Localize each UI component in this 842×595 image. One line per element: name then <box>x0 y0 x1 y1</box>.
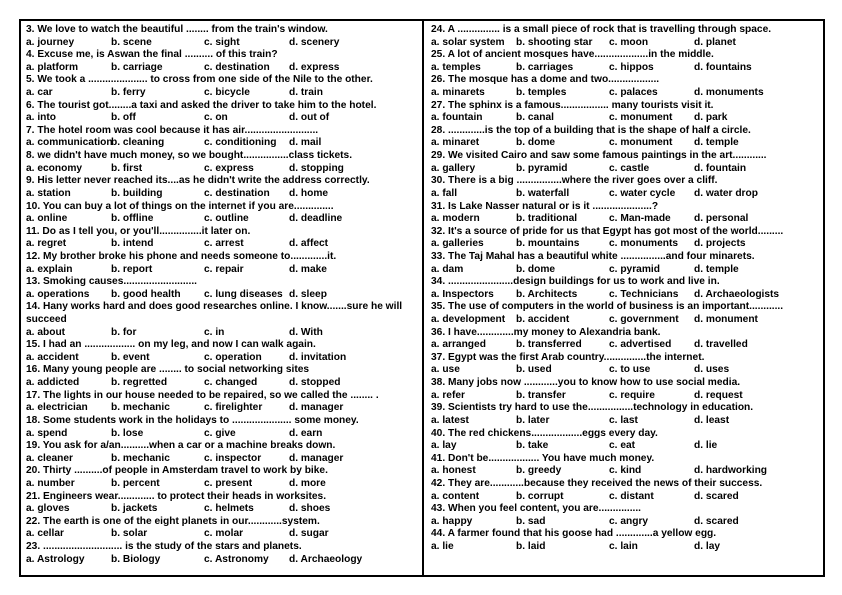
answer-option: c. inspector <box>204 452 262 464</box>
answer-option: c. advertised <box>609 339 672 351</box>
answer-option: c. repair <box>204 263 244 275</box>
answer-option: b. jackets <box>111 503 158 515</box>
answer-option: d. manager <box>289 452 344 464</box>
answer-option: a. into <box>26 112 56 124</box>
answer-options <box>26 528 418 541</box>
answer-option: c. destination <box>204 61 270 73</box>
answer-option: a. latest <box>431 414 469 426</box>
answer-option: d. water drop <box>694 187 758 199</box>
answer-options <box>26 37 418 50</box>
answer-option: d. deadline <box>289 213 343 225</box>
answer-option: b. solar <box>111 528 148 540</box>
answer-option: d. With <box>289 326 323 338</box>
answer-option: b. canal <box>516 112 554 124</box>
answer-options <box>26 453 418 466</box>
answer-option: a. development <box>431 314 506 326</box>
answer-option: d. request <box>694 389 743 401</box>
answer-option: c. water cycle <box>609 187 676 199</box>
question-text: 14. Hany works hard and does good researches online. I know.......sure he will succeed <box>26 301 403 326</box>
answer-option: b. Biology <box>111 553 161 565</box>
answer-options <box>26 264 418 277</box>
answer-options <box>431 314 823 327</box>
answer-options <box>431 339 823 352</box>
answer-option: d. sugar <box>289 528 329 540</box>
answer-option: c. in <box>204 326 225 338</box>
answer-option: d. out of <box>289 112 330 124</box>
answer-option: d. express <box>289 61 340 73</box>
answer-option: d. planet <box>694 36 736 48</box>
answer-options <box>26 554 418 567</box>
answer-option: d. projects <box>694 238 746 250</box>
answer-option: d. shoes <box>289 503 331 515</box>
answer-option: c. outline <box>204 213 249 225</box>
answer-option: d. lay <box>694 540 721 552</box>
answer-options <box>431 213 823 226</box>
answer-option: c. monuments <box>609 238 679 250</box>
answer-option: c. present <box>204 477 253 489</box>
answer-option: c. monument <box>609 137 673 149</box>
answer-option: b. cleaning <box>111 137 165 149</box>
answer-option: d. Archaeology <box>289 553 363 565</box>
answer-option: a. honest <box>431 465 476 477</box>
answer-option: c. palaces <box>609 87 658 99</box>
question-text: 29. We visited Cairo and saw some famous paintings in the art............ <box>431 150 767 162</box>
answer-option: c. operation <box>204 351 262 363</box>
answer-option: d. sleep <box>289 288 327 300</box>
answer-option: b. take <box>516 440 549 452</box>
question-text: 16. Many young people are ........ to social networking sites <box>26 364 310 376</box>
answer-options <box>431 188 823 201</box>
answer-option: d. uses <box>694 364 730 376</box>
question-text: 24. A ............... is a small piece of rock that is travelling through space. <box>431 24 772 35</box>
answer-option: b. laid <box>516 540 546 552</box>
answer-option: d. travelled <box>694 339 748 351</box>
answer-option: b. event <box>111 351 150 363</box>
answer-option: d. least <box>694 414 730 426</box>
answer-options <box>26 478 418 491</box>
answer-option: c. bicycle <box>204 87 250 99</box>
answer-option: b. scene <box>111 36 152 48</box>
answer-option: b. ferry <box>111 87 146 99</box>
question-text: 40. The red chickens..................eggs every day. <box>431 427 658 439</box>
question-text: 39. Scientists try hard to use the................technology in education. <box>431 402 754 414</box>
answer-option: c. Astronomy <box>204 553 269 565</box>
answer-options <box>431 390 823 403</box>
answer-option: b. sad <box>516 515 546 527</box>
answer-option: b. corrupt <box>516 490 564 502</box>
question-text: 18. Some students work in the holidays to ..................... some money. <box>26 414 359 426</box>
answer-option: d. stopping <box>289 162 344 174</box>
question-text: 7. The hotel room was cool because it has air.......................... <box>26 124 319 136</box>
question-text: 42. They are............because they received the news of their success. <box>431 477 763 489</box>
answer-option: c. conditioning <box>204 137 277 149</box>
answer-option: a. station <box>26 187 71 199</box>
answer-option: b. accident <box>516 314 570 326</box>
answer-option: a. explain <box>26 263 73 275</box>
answer-option: a. modern <box>431 213 480 225</box>
answer-option: c. castle <box>609 162 650 174</box>
answer-options <box>431 440 823 453</box>
answer-option: a. operations <box>26 288 90 300</box>
question-text: 8. we didn't have much money, so we bought................class tickets. <box>26 150 353 162</box>
answer-option: d. fountains <box>694 61 752 73</box>
answer-option: c. changed <box>204 377 258 389</box>
question-text: 11. Do as I tell you, or you'll...............it later on. <box>26 225 251 237</box>
answer-options <box>26 289 418 302</box>
answer-option: c. to use <box>609 364 651 376</box>
answer-option: a. electrician <box>26 402 88 414</box>
answer-option: b. pyramid <box>516 162 568 174</box>
answer-option: d. Archaeologists <box>694 288 780 300</box>
answer-option: c. helmets <box>204 503 254 515</box>
question-text: 22. The earth is one of the eight planets in our............system. <box>26 515 320 527</box>
answer-option: a. minarets <box>431 87 485 99</box>
answer-option: d. park <box>694 112 728 124</box>
question-text: 32. It's a source of pride for us that Egypt has got most of the world......... <box>431 225 784 237</box>
answer-option: b. later <box>516 414 550 426</box>
answer-option: b. good health <box>111 288 181 300</box>
answer-option: a. cleaner <box>26 452 74 464</box>
answer-option: d. monument <box>694 314 758 326</box>
question-text: 43. When you feel content, you are............... <box>431 503 642 515</box>
answer-options <box>431 112 823 125</box>
answer-option: d. personal <box>694 213 749 225</box>
question-text: 41. Don't be.................. You have much money. <box>431 452 655 464</box>
answer-options <box>431 541 823 554</box>
answer-options <box>431 516 823 529</box>
answer-options <box>26 87 418 100</box>
question-text: 30. There is a big ................where the river goes over a cliff. <box>431 175 718 187</box>
answer-options <box>26 327 418 340</box>
answer-option: b. first <box>111 162 143 174</box>
answer-option: d. manager <box>289 402 344 414</box>
question-text: 3. We love to watch the beautiful ........ from the train's window. <box>26 24 328 35</box>
answer-option: b. report <box>111 263 153 275</box>
question-text: 6. The tourist got........a taxi and asked the driver to take him to the hotel. <box>26 99 377 111</box>
answer-option: d. stopped <box>289 377 341 389</box>
answer-option: d. fountain <box>694 162 747 174</box>
answer-option: c. hippos <box>609 61 654 73</box>
answer-option: a. gallery <box>431 162 476 174</box>
answer-option: b. transfer <box>516 389 566 401</box>
answer-options <box>26 377 418 390</box>
answer-option: a. minaret <box>431 137 480 149</box>
question-text: 25. A lot of ancient mosques have...................in the middle. <box>431 49 714 61</box>
answer-option: b. regretted <box>111 377 168 389</box>
answer-option: d. train <box>289 87 323 99</box>
answer-option: d. scenery <box>289 36 340 48</box>
answer-option: c. Man-made <box>609 213 671 225</box>
answer-options <box>26 112 418 125</box>
question-text: 10. You can buy a lot of things on the internet if you are.............. <box>26 200 334 212</box>
answer-option: b. lose <box>111 427 144 439</box>
answer-option: a. number <box>26 477 75 489</box>
answer-option: d. lie <box>694 440 718 452</box>
question-text: 5. We took a ..................... to cross from one side of the Nile to the other. <box>26 74 373 86</box>
answer-option: c. monument <box>609 112 673 124</box>
answer-option: a. temples <box>431 61 481 73</box>
answer-options <box>26 188 418 201</box>
answer-option: d. affect <box>289 238 329 250</box>
answer-options <box>431 465 823 478</box>
answer-option: d. hardworking <box>694 465 768 477</box>
answer-option: b. mountains <box>516 238 580 250</box>
answer-options <box>26 163 418 176</box>
answer-option: b. building <box>111 187 163 199</box>
answer-option: c. pyramid <box>609 263 660 275</box>
answer-option: a. car <box>26 87 53 99</box>
answer-option: a. about <box>26 326 66 338</box>
answer-option: a. refer <box>431 389 465 401</box>
answer-option: a. arranged <box>431 339 486 351</box>
answer-option: b. used <box>516 364 552 376</box>
answer-option: a. regret <box>26 238 67 250</box>
answer-option: c. last <box>609 414 638 426</box>
answer-option: a. Astrology <box>26 553 85 565</box>
answer-option: c. give <box>204 427 236 439</box>
answer-options <box>431 364 823 377</box>
answer-option: d. monuments <box>694 87 764 99</box>
answer-option: c. distant <box>609 490 654 502</box>
answer-option: a. fountain <box>431 112 483 124</box>
answer-options <box>26 137 418 150</box>
answer-option: d. more <box>289 477 326 489</box>
answer-option: c. kind <box>609 465 642 477</box>
answer-option: b. dome <box>516 263 556 275</box>
question-text: 17. The lights in our house needed to be repaired, so we called the ........ . <box>26 389 379 401</box>
answer-option: a. lie <box>431 540 454 552</box>
answer-option: c. angry <box>609 515 649 527</box>
answer-option: a. happy <box>431 515 473 527</box>
answer-option: b. dome <box>516 137 556 149</box>
answer-option: a. galleries <box>431 238 484 250</box>
answer-option: c. firelighter <box>204 402 263 414</box>
column-divider <box>422 21 424 575</box>
answer-option: a. content <box>431 490 480 502</box>
answer-options <box>26 428 418 441</box>
answer-option: b. traditional <box>516 213 578 225</box>
question-text: 36. I have.............my money to Alexandria bank. <box>431 326 661 338</box>
question-text: 15. I had an .................. on my leg, and now I can walk again. <box>26 339 316 351</box>
answer-option: b. Architects <box>516 288 578 300</box>
question-text: 21. Engineers wear............. to protect their heads in worksites. <box>26 490 327 502</box>
answer-option: a. online <box>26 213 68 225</box>
answer-option: b. greedy <box>516 465 562 477</box>
answer-options <box>26 402 418 415</box>
question-text: 26. The mosque has a dome and two.................. <box>431 74 660 86</box>
answer-option: b. off <box>111 112 136 124</box>
question-text: 27. The sphinx is a famous................. many tourists visit it. <box>431 99 714 111</box>
question-text: 12. My brother broke his phone and needs someone to.............it. <box>26 250 337 262</box>
question-text: 13. Smoking causes.......................... <box>26 276 197 288</box>
question-text: 19. You ask for a/an..........when a car or a machine breaks down. <box>26 440 336 452</box>
left-column <box>26 24 418 566</box>
answer-option: a. Inspectors <box>431 288 494 300</box>
answer-options <box>431 264 823 277</box>
answer-option: c. lung diseases <box>204 288 283 300</box>
answer-option: b. shooting star <box>516 36 593 48</box>
answer-option: a. economy <box>26 162 83 174</box>
answer-options <box>431 238 823 251</box>
answer-options <box>431 137 823 150</box>
answer-option: a. fall <box>431 187 458 199</box>
answer-option: b. waterfall <box>516 187 570 199</box>
question-text: 35. The use of computers in the world of business is an important............ <box>431 301 784 313</box>
answer-option: a. use <box>431 364 460 376</box>
answer-option: b. carriage <box>111 61 163 73</box>
answer-options <box>431 491 823 504</box>
answer-option: c. government <box>609 314 679 326</box>
answer-option: b. temples <box>516 87 567 99</box>
answer-option: c. moon <box>609 36 649 48</box>
answer-option: a. solar system <box>431 36 505 48</box>
right-column <box>431 24 823 554</box>
answer-option: c. on <box>204 112 228 124</box>
question-text: 38. Many jobs now ............you to know how to use social media. <box>431 377 741 389</box>
answer-option: b. intend <box>111 238 154 250</box>
answer-option: b. carriages <box>516 61 574 73</box>
answer-option: a. cellar <box>26 528 64 540</box>
answer-option: d. scared <box>694 490 739 502</box>
answer-option: c. sight <box>204 36 240 48</box>
answer-option: a. lay <box>431 440 457 452</box>
answer-options <box>431 37 823 50</box>
question-text: 34. .......................design buildings for us to work and live in. <box>431 276 720 288</box>
answer-option: b. for <box>111 326 137 338</box>
answer-option: a. journey <box>26 36 75 48</box>
answer-options <box>26 503 418 516</box>
answer-option: d. make <box>289 263 327 275</box>
question-text: 23. ............................ is the study of the stars and planets. <box>26 541 302 553</box>
question-text: 9. His letter never reached its....as he didn't write the address correctly. <box>26 175 370 187</box>
answer-option: c. arrest <box>204 238 244 250</box>
question-text: 33. The Taj Mahal has a beautiful white ................and four minarets. <box>431 250 755 262</box>
answer-option: a. addicted <box>26 377 80 389</box>
answer-option: d. invitation <box>289 351 347 363</box>
answer-option: d. home <box>289 187 329 199</box>
answer-option: c. destination <box>204 187 270 199</box>
answer-option: d. temple <box>694 263 739 275</box>
answer-option: b. mechanic <box>111 402 170 414</box>
answer-option: a. spend <box>26 427 68 439</box>
answer-options <box>26 62 418 75</box>
answer-options <box>431 289 823 302</box>
answer-option: c. molar <box>204 528 244 540</box>
question-text: 28. .............is the top of a building that is the shape of half a circle. <box>431 124 751 136</box>
answer-options <box>26 238 418 251</box>
answer-options <box>431 62 823 75</box>
question-text: 37. Egypt was the first Arab country...............the internet. <box>431 351 705 363</box>
answer-option: b. transferred <box>516 339 582 351</box>
question-text: 31. Is Lake Nasser natural or is it .....................? <box>431 200 659 212</box>
answer-option: d. scared <box>694 515 739 527</box>
answer-option: d. temple <box>694 137 739 149</box>
answer-option: a. communication <box>26 137 113 149</box>
answer-option: b. offline <box>111 213 154 225</box>
question-text: 44. A farmer found that his goose had .............a yellow egg. <box>431 528 717 540</box>
answer-options <box>26 213 418 226</box>
answer-options <box>431 415 823 428</box>
answer-option: b. mechanic <box>111 452 170 464</box>
answer-option: c. Technicians <box>609 288 679 300</box>
answer-option: a. dam <box>431 263 464 275</box>
question-text: 4. Excuse me, is Aswan the final .......... of this train? <box>26 49 278 61</box>
answer-option: d. mail <box>289 137 322 149</box>
answer-option: d. earn <box>289 427 323 439</box>
answer-option: a. accident <box>26 351 79 363</box>
worksheet-frame <box>19 19 825 577</box>
answer-options <box>26 352 418 365</box>
question-text: 20. Thirty ..........of people in Amsterdam travel to work by bike. <box>26 465 328 477</box>
answer-option: a. gloves <box>26 503 70 515</box>
answer-options <box>431 163 823 176</box>
answer-option: b. percent <box>111 477 160 489</box>
answer-option: c. lain <box>609 540 638 552</box>
answer-option: c. eat <box>609 440 636 452</box>
answer-option: c. express <box>204 162 254 174</box>
answer-option: a. platform <box>26 61 79 73</box>
answer-options <box>431 87 823 100</box>
answer-option: c. require <box>609 389 655 401</box>
